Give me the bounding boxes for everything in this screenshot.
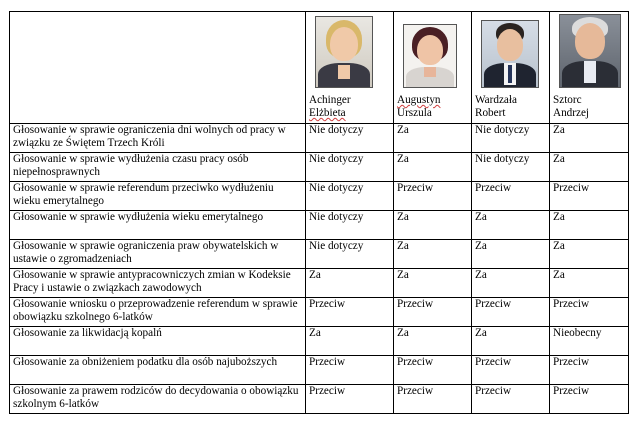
vote-cell: Nie dotyczy bbox=[306, 153, 394, 182]
vote-cell: Nieobecny bbox=[550, 327, 629, 356]
vote-cell: Przeciw bbox=[472, 356, 550, 385]
candidate-surname: Wardzała bbox=[475, 94, 517, 106]
topic-cell: Głosowanie wniosku o przeprowadzenie referendum w sprawie obowiązku szkolnego 6-latków bbox=[10, 298, 306, 327]
vote-cell: Za bbox=[472, 240, 550, 269]
vote-cell: Za bbox=[394, 153, 472, 182]
vote-cell: Przeciw bbox=[394, 298, 472, 327]
topic-cell: Głosowanie w sprawie antypracowniczych zmian w Kodeksie Pracy i ustawie o związkach zawodowych bbox=[10, 269, 306, 298]
vote-cell: Za bbox=[394, 211, 472, 240]
vote-row bbox=[10, 153, 629, 182]
header-empty-cell bbox=[10, 12, 306, 124]
vote-cell: Przeciw bbox=[550, 182, 629, 211]
vote-cell: Nie dotyczy bbox=[472, 124, 550, 153]
candidate-surname: Achinger bbox=[309, 94, 351, 106]
vote-cell: Za bbox=[394, 240, 472, 269]
vote-cell: Za bbox=[550, 124, 629, 153]
vote-cell: Przeciw bbox=[550, 385, 629, 414]
vote-row bbox=[10, 211, 629, 240]
vote-cell: Za bbox=[550, 240, 629, 269]
vote-cell: Za bbox=[550, 211, 629, 240]
topic-cell: Głosowanie w sprawie wydłużenia wieku emerytalnego bbox=[10, 211, 306, 240]
candidate-firstname: Elżbieta bbox=[309, 107, 346, 119]
vote-cell: Przeciw bbox=[306, 385, 394, 414]
portrait-achinger-image bbox=[315, 16, 373, 88]
topic-cell: Głosowanie w sprawie ograniczenia praw obywatelskich w ustawie o zgromadzeniach bbox=[10, 240, 306, 269]
vote-cell: Nie dotyczy bbox=[306, 240, 394, 269]
vote-cell: Za bbox=[550, 269, 629, 298]
vote-cell: Przeciw bbox=[472, 298, 550, 327]
topic-cell: Głosowanie w sprawie wydłużenia czasu pracy osób niepełnosprawnych bbox=[10, 153, 306, 182]
topic-cell: Głosowanie za prawem rodziców do decydowania o obowiązku szkolnym 6-latków bbox=[10, 385, 306, 414]
vote-cell: Za bbox=[306, 269, 394, 298]
vote-cell: Za bbox=[472, 269, 550, 298]
vote-row bbox=[10, 124, 629, 153]
vote-cell: Przeciw bbox=[306, 356, 394, 385]
topic-cell: Głosowanie w sprawie ograniczenia dni wolnych od pracy w związku ze Świętem Trzech Króli bbox=[10, 124, 306, 153]
candidate-cell-achinger bbox=[306, 12, 394, 124]
vote-cell: Nie dotyczy bbox=[306, 211, 394, 240]
candidate-firstname: Andrzej bbox=[553, 107, 590, 119]
vote-cell: Przeciw bbox=[472, 385, 550, 414]
vote-cell: Przeciw bbox=[550, 356, 629, 385]
vote-row bbox=[10, 327, 629, 356]
header-row bbox=[10, 12, 629, 124]
candidate-firstname: Robert bbox=[475, 107, 506, 119]
vote-cell: Przeciw bbox=[394, 356, 472, 385]
vote-row bbox=[10, 269, 629, 298]
vote-row bbox=[10, 385, 629, 414]
vote-cell: Nie dotyczy bbox=[306, 182, 394, 211]
vote-cell: Przeciw bbox=[394, 385, 472, 414]
vote-row bbox=[10, 298, 629, 327]
vote-row bbox=[10, 182, 629, 211]
vote-cell: Przeciw bbox=[306, 298, 394, 327]
topic-cell: Głosowanie w sprawie referendum przeciwko wydłużeniu wieku emerytalnego bbox=[10, 182, 306, 211]
votes-table bbox=[9, 11, 629, 414]
candidate-cell-sztorc bbox=[550, 12, 629, 124]
vote-cell: Przeciw bbox=[472, 182, 550, 211]
portrait-augustyn-image bbox=[403, 24, 457, 88]
vote-cell: Przeciw bbox=[550, 298, 629, 327]
candidate-surname: Sztorc bbox=[553, 94, 582, 106]
vote-cell: Przeciw bbox=[394, 182, 472, 211]
vote-cell: Nie dotyczy bbox=[306, 124, 394, 153]
vote-cell: Za bbox=[394, 124, 472, 153]
vote-cell: Nie dotyczy bbox=[472, 153, 550, 182]
vote-cell: Za bbox=[472, 211, 550, 240]
vote-cell: Za bbox=[550, 153, 629, 182]
vote-cell: Za bbox=[306, 327, 394, 356]
portrait-sztorc-image bbox=[559, 14, 621, 88]
candidate-firstname: Urszula bbox=[397, 107, 432, 119]
vote-row bbox=[10, 356, 629, 385]
candidate-surname: Augustyn bbox=[397, 94, 441, 106]
vote-cell: Za bbox=[472, 327, 550, 356]
portrait-wardzala-image bbox=[481, 20, 539, 88]
candidate-cell-augustyn bbox=[394, 12, 472, 124]
vote-cell: Za bbox=[394, 269, 472, 298]
vote-cell: Za bbox=[394, 327, 472, 356]
topic-cell: Głosowanie za likwidacją kopalń bbox=[10, 327, 306, 356]
candidate-cell-wardzala bbox=[472, 12, 550, 124]
vote-row bbox=[10, 240, 629, 269]
topic-cell: Głosowanie za obniżeniem podatku dla osób najuboższych bbox=[10, 356, 306, 385]
